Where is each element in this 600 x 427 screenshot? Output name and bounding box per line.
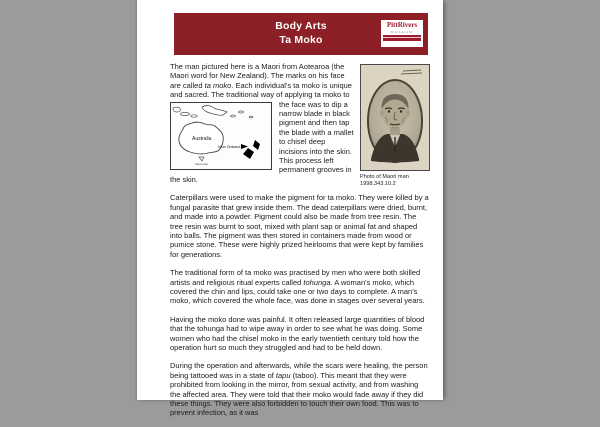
paragraph-4: Having the moko done was painful. It often released large quantities of blood that the tohunga had to wipe away in order to see what he was doing. Some women who had the chisel moko in the early twentieth century told how the operation hurt so much they struggled and had to be held down. bbox=[170, 314, 425, 352]
map-label-new-zealand: New Zealand bbox=[218, 144, 241, 149]
maori-man-photo bbox=[360, 64, 430, 171]
page-title-line1: Body Arts bbox=[275, 20, 327, 32]
paragraph-5: During the operation and afterwards, while the scars were healing, the person being tattooed was in a state of tapu (taboo). This meant that they were prohibited from looking in the mirror, from sexual activity, and from washing the affected area. They were told that their moko would fade away if they did these things. They were also forbidden to touch their own food. This was to prevent infection, as it was bbox=[170, 361, 428, 418]
photo-figure bbox=[360, 64, 430, 188]
article-body bbox=[170, 62, 430, 427]
map-label-tasmania: Tasmania bbox=[195, 161, 208, 166]
photo-caption-line2: 1998.343.10.2 bbox=[360, 181, 396, 187]
map-label-australia: Australia bbox=[192, 135, 212, 142]
photo-caption-line1: Photo of Maori man bbox=[360, 174, 409, 180]
maori-portrait-image bbox=[361, 65, 429, 170]
pitt-rivers-logo bbox=[381, 20, 423, 47]
photo-caption bbox=[360, 174, 430, 188]
paragraph-2: Caterpillars were used to make the pigment for ta moko. They were killed by a fungal parasite that grew inside them. The dead caterpillars were dried, burnt, and made into a powder. Pigment could also be made from tree resin. The tree resin was burnt to soot, mixed with plant sap or animal fat and shaped into balls. The pigment was then stored in containers made from wood or pumice stone. These were highly prized heirlooms that were kept by families for generations. bbox=[170, 193, 429, 259]
page-title-line2: Ta Moko bbox=[279, 33, 323, 46]
paragraph-3: The traditional form of ta moko was practised by men who were both skilled artists and religious ritual experts called tohunga. A woman's moko, which covered the chin and lips, could take one or two days to complete. A man's moko, which covered the whole face, was done in stages over several years. bbox=[170, 268, 425, 306]
oceania-map-image bbox=[171, 103, 271, 169]
document-page bbox=[137, 0, 443, 418]
paragraph-1-continued: to dip a narrow blade in black pigment and then tap the blade with a mallet to chisel deep incisions into the skin. This process left permanent grooves in the skin. bbox=[170, 99, 354, 184]
logo-subtitle: MUSEUM bbox=[390, 30, 414, 34]
title-banner bbox=[174, 13, 428, 55]
logo-wordmark: PittRivers bbox=[386, 21, 418, 29]
logo-tagline-strip bbox=[383, 35, 421, 41]
paragraph-1-intro: The man pictured here is a Maori from Aotearoa (the Maori word for New Zealand). The marks on his face are called ta moko. Each individual's ta moko is unique and sacred. The traditional way of applying ta moko to the face was bbox=[170, 62, 352, 109]
map-figure bbox=[170, 102, 272, 170]
